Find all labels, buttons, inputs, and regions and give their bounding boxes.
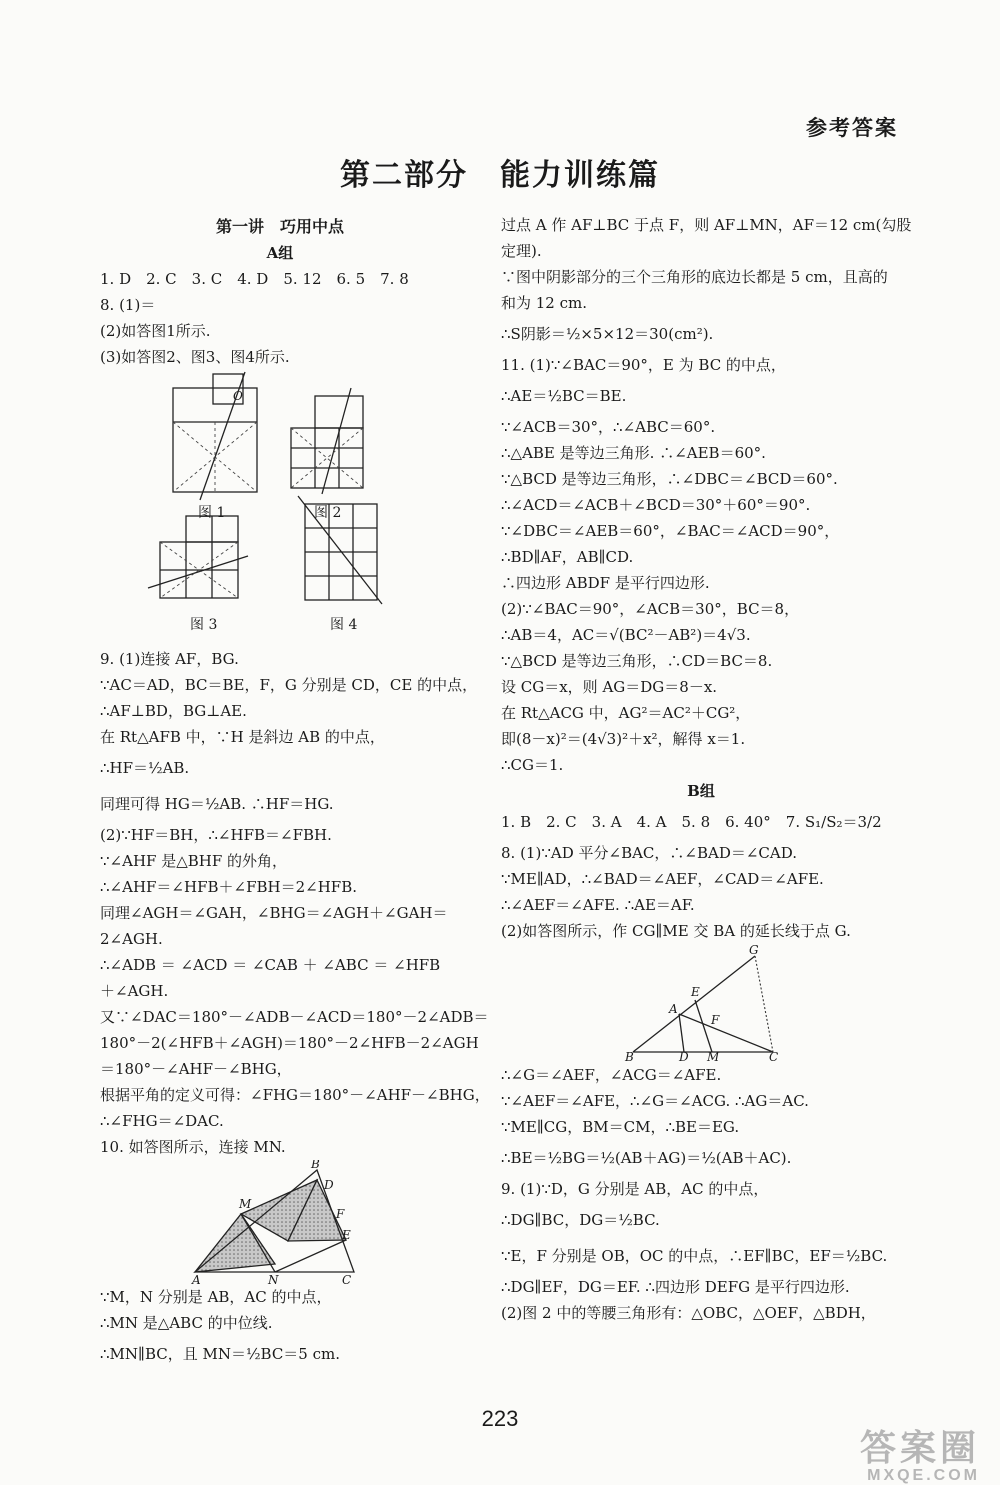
answer-line: 1. B 2. C 3. A 4. A 5. 8 6. 40° 7. S₁/S₂＝3/2 — [501, 813, 882, 831]
group-a-heading: A组 — [266, 244, 294, 262]
answer-line: ∴CG＝1. — [501, 756, 564, 774]
figures-1-4 — [100, 370, 460, 646]
answer-line: ∴MN∥BC，且 MN＝½BC＝5 cm. — [100, 1345, 341, 1363]
answer-line: 10. 如答图所示，连接 MN. — [100, 1138, 286, 1156]
vertex-label: B — [625, 1050, 634, 1062]
answer-line: (3)如答图2、图3、图4所示. — [100, 348, 290, 366]
answer-line: ∵∠AHF 是△BHF 的外角， — [100, 852, 288, 870]
watermark-url: MXQE.COM — [867, 1467, 980, 1484]
answer-line: 2∠AGH. — [100, 930, 163, 948]
answer-line: ∴∠ADB ＝ ∠ACD ＝ ∠CAB ＋ ∠ABC ＝ ∠HFB — [100, 956, 441, 974]
watermark-text: 答案圈 — [859, 1427, 980, 1468]
lecture-title: 第一讲 巧用中点 — [215, 217, 344, 236]
vertex-label: C — [769, 1050, 779, 1062]
vertex-label: D — [324, 1178, 334, 1192]
vertex-label: D — [679, 1050, 689, 1062]
answer-line: ∵AC＝AD，BC＝BE，F，G 分别是 CD，CE 的中点， — [100, 676, 478, 694]
answer-line: ∵图中阴影部分的三个三角形的底边长都是 5 cm，且高的 — [501, 268, 888, 286]
triangle-mn-diagram — [100, 1160, 460, 1284]
figure-caption: 图 4 — [330, 617, 358, 633]
answer-line: ∵ME∥AD，∴∠BAD＝∠AEF，∠CAD＝∠AFE. — [501, 870, 824, 888]
figure-caption: 图 3 — [190, 617, 218, 633]
vertex-label: A — [192, 1273, 201, 1284]
answer-line: ∴BE＝½BG＝½(AB＋AG)＝½(AB＋AC). — [501, 1149, 792, 1167]
vertex-label: F — [711, 1013, 720, 1027]
answer-line: 9. (1)连接 AF，BG. — [100, 650, 239, 668]
answer-line: 在 Rt△AFB 中，∵H 是斜边 AB 的中点， — [100, 728, 385, 746]
answer-line: ∵M，N 分别是 AB，AC 的中点， — [100, 1288, 332, 1306]
grid-figures-diagram — [100, 370, 460, 646]
vertex-label: M — [239, 1197, 252, 1211]
answer-line: ∴DG∥EF，DG＝EF. ∴四边形 DEFG 是平行四边形. — [501, 1278, 850, 1296]
answer-line: 8. (1)＝ — [100, 296, 156, 314]
answer-line: ∴AF⊥BD，BG⊥AE. — [100, 702, 247, 720]
answer-line: ＝180°－∠AHF－∠BHG， — [100, 1060, 292, 1078]
answer-line: ∴∠G＝∠AEF，∠ACG＝∠AFE. — [501, 1066, 722, 1084]
page-number: 223 — [481, 1406, 519, 1431]
answer-line: (2)如答图所示，作 CG∥ME 交 BA 的延长线于点 G. — [501, 922, 851, 940]
answer-line: 同理∠AGH＝∠GAH，∠BHG＝∠AGH＋∠GAH＝ — [100, 904, 448, 922]
answer-line: 定理). — [501, 242, 542, 260]
answer-line: ∴HF＝½AB. — [100, 759, 190, 777]
right-column — [501, 212, 912, 1326]
answer-line: (2)如答图1所示. — [100, 322, 211, 340]
vertex-label: A — [669, 1002, 678, 1016]
answer-line: 1. D 2. C 3. C 4. D 5. 12 6. 5 7. 8 — [100, 270, 409, 288]
answer-line: ∴BD∥AF，AB∥CD. — [501, 548, 634, 566]
answer-line: ∵∠ACB＝30°，∴∠ABC＝60°. — [501, 418, 716, 436]
watermark-logo — [860, 1420, 980, 1485]
answer-line: ＋∠AGH. — [100, 982, 169, 1000]
answer-line: (2)图 2 中的等腰三角形有：△OBC，△OEF，△BDH， — [501, 1304, 876, 1322]
answer-line: 设 CG＝x，则 AG＝DG＝8－x. — [501, 678, 718, 696]
answer-line: 即(8－x)²＝(4√3)²＋x²，解得 x＝1. — [501, 730, 746, 748]
answer-line: ∴∠ACD＝∠ACB＋∠BCD＝30°＋60°＝90°. — [501, 496, 811, 514]
answer-line: 同理可得 HG＝½AB. ∴HF＝HG. — [100, 795, 334, 813]
answer-line: ∵△BCD 是等边三角形，∴CD＝BC＝8. — [501, 652, 773, 670]
answer-line: (2)∵HF＝BH，∴∠HFB＝∠FBH. — [100, 826, 332, 844]
answer-line: ∵ME∥CG，BM＝CM，∴BE＝EG. — [501, 1118, 740, 1136]
answer-line: ∴∠AHF＝∠HFB＋∠FBH＝2∠HFB. — [100, 878, 357, 896]
answer-line: ∴AE＝½BC＝BE. — [501, 387, 627, 405]
header-label: 参考答案 — [806, 115, 898, 140]
vertex-label: G — [749, 944, 759, 957]
answer-line: 根据平角的定义可得：∠FHG＝180°－∠AHF－∠BHG， — [100, 1086, 490, 1104]
vertex-label: M — [707, 1050, 720, 1062]
answer-line: ∴∠AEF＝∠AFE. ∴AE＝AF. — [501, 896, 695, 914]
answer-line: ∴AB＝4，AC＝√(BC²－AB²)＝4√3. — [501, 626, 751, 644]
answer-line: ∵E，F 分别是 OB，OC 的中点，∴EF∥BC，EF＝½BC. — [501, 1247, 888, 1265]
vertex-label: C — [342, 1273, 352, 1284]
answer-line: 8. (1)∵AD 平分∠BAC，∴∠BAD＝∠CAD. — [501, 844, 797, 862]
answer-line: (2)∵∠BAC＝90°，∠ACB＝30°，BC＝8， — [501, 600, 800, 618]
answer-line: ∵△BCD 是等边三角形，∴∠DBC＝∠BCD＝60°. — [501, 470, 838, 488]
answer-line: ∴△ABE 是等边三角形. ∴∠AEB＝60°. — [501, 444, 766, 462]
answer-line: ∵∠AEF＝∠AFE，∴∠G＝∠ACG. ∴AG＝AC. — [501, 1092, 809, 1110]
figure-8 — [501, 944, 901, 1062]
answer-line: ∴∠FHG＝∠DAC. — [100, 1112, 224, 1130]
answer-line: ∴MN 是△ABC 的中位线. — [100, 1314, 273, 1332]
triangle-cg-diagram — [501, 944, 901, 1062]
svg-text:O: O — [233, 389, 243, 403]
figure-caption: 图 1 — [198, 505, 226, 521]
answer-line: ∵∠DBC＝∠AEB＝60°，∠BAC＝∠ACD＝90°， — [501, 522, 840, 540]
answer-line: 180°－2(∠HFB＋∠AGH)＝180°－2∠HFB－2∠AGH — [100, 1034, 479, 1052]
answer-line: 9. (1)∵D，G 分别是 AB，AC 的中点， — [501, 1180, 769, 1198]
answer-line: 和为 12 cm. — [501, 294, 588, 312]
answer-line: 过点 A 作 AF⊥BC 于点 F，则 AF⊥MN，AF＝12 cm(勾股 — [501, 216, 912, 234]
part-title: 第二部分 能力训练篇 — [340, 158, 660, 193]
vertex-label: F — [336, 1207, 345, 1221]
answer-line: 11. (1)∵∠BAC＝90°，E 为 BC 的中点， — [501, 356, 786, 374]
answer-line: ∴四边形 ABDF 是平行四边形. — [501, 574, 710, 592]
answer-line: ∴S阴影＝½×5×12＝30(cm²). — [501, 325, 714, 343]
figure-caption: 图 2 — [314, 505, 342, 521]
vertex-label: E — [691, 985, 700, 999]
figure-10 — [100, 1160, 460, 1284]
vertex-label: B — [311, 1160, 320, 1171]
group-b-heading: B组 — [687, 782, 715, 800]
left-column — [100, 214, 490, 1372]
answer-line: 在 Rt△ACG 中，AG²＝AC²＋CG²， — [501, 704, 751, 722]
vertex-label: N — [268, 1273, 279, 1284]
answer-line: ∴DG∥BC，DG＝½BC. — [501, 1211, 660, 1229]
answer-line: 又∵∠DAC＝180°－∠ADB－∠ACD＝180°－2∠ADB＝ — [100, 1008, 489, 1026]
vertex-label: E — [342, 1228, 351, 1242]
